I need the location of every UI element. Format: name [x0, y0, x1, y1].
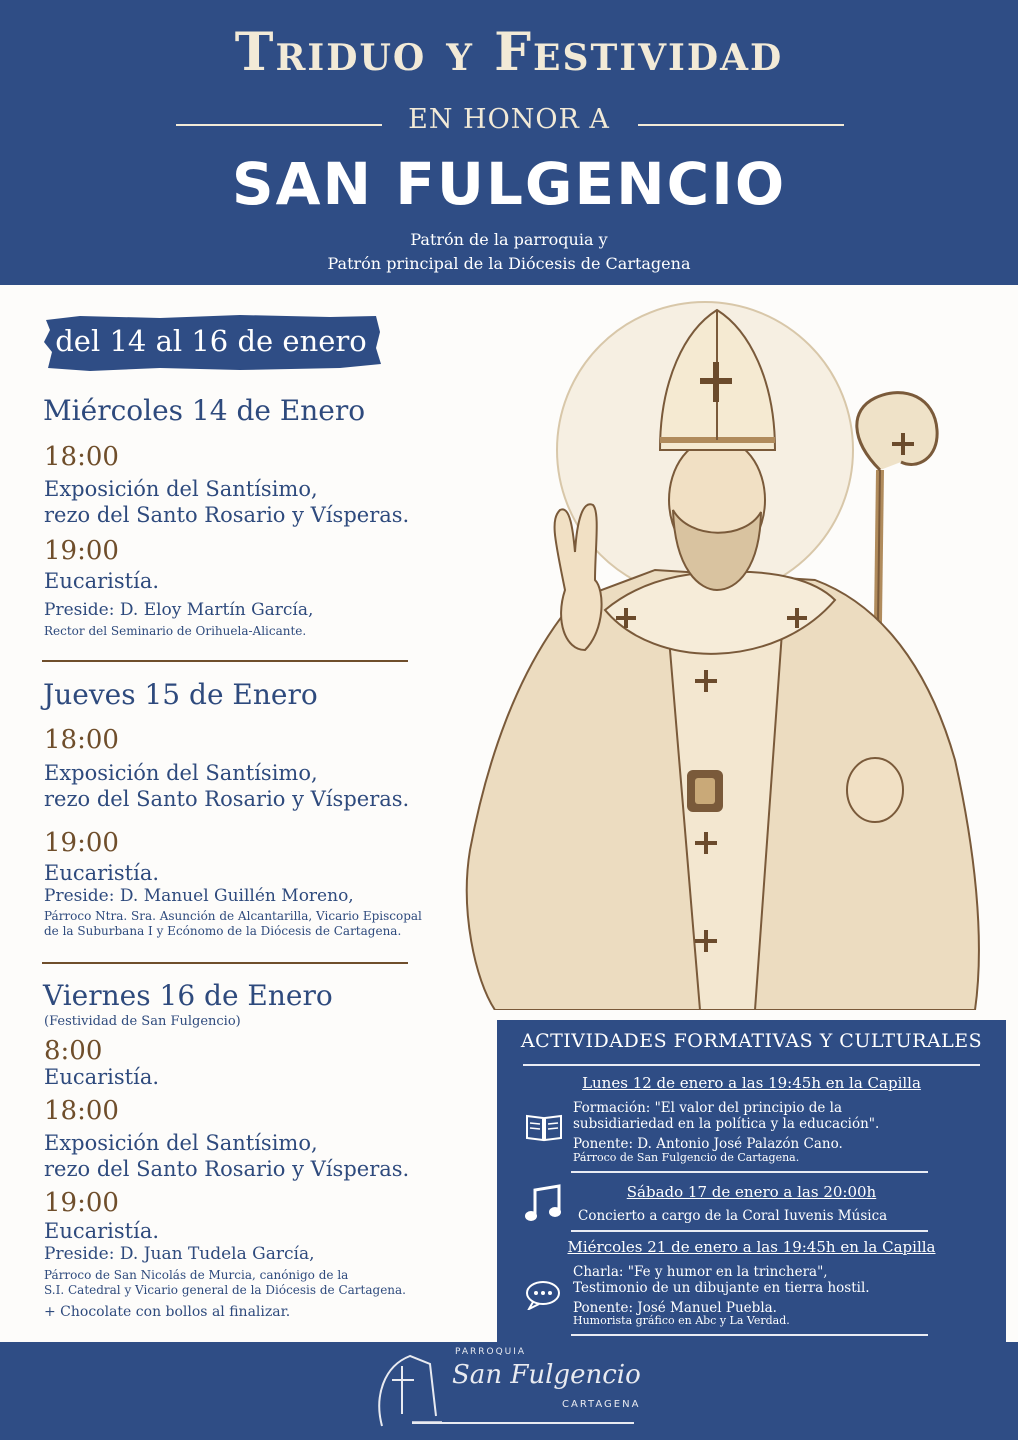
day-3-time-0: 8:00 [44, 1036, 103, 1066]
activity-2-line-1: Concierto a cargo de la Coral Iuvenis Música [578, 1208, 888, 1224]
day-2-text-1b: rezo del Santo Rosario y Vísperas. [44, 787, 410, 811]
book-icon [525, 1112, 563, 1142]
activity-1-line-1: Formación: "El valor del principio de la [573, 1100, 843, 1116]
day-3-role-2: S.I. Catedral y Vicario general de la Diócesis de Cartagena. [44, 1283, 406, 1297]
activity-divider [571, 1230, 928, 1232]
activity-3-speaker: Ponente: José Manuel Puebla. [573, 1300, 777, 1316]
day-1-text-1a: Exposición del Santísimo, [44, 477, 318, 501]
activity-2-head: Sábado 17 de enero a las 20:00h [626, 1183, 877, 1201]
activity-1-head: Lunes 12 de enero a las 19:45h en la Capilla [582, 1074, 921, 1092]
activity-3-head: Miércoles 21 de enero a las 19:45h en la Capilla [567, 1238, 936, 1256]
day-3-extra: + Chocolate con bollos al finalizar. [44, 1304, 291, 1320]
day-2-title: Jueves 15 de Enero [43, 678, 318, 711]
activity-divider [571, 1171, 928, 1173]
chat-icon [525, 1280, 561, 1310]
activities-title: ACTIVIDADES FORMATIVAS Y CULTURALES [520, 1030, 983, 1052]
day-3-text-0: Eucaristía. [44, 1065, 160, 1089]
logo-parroquia: PARROQUIA [455, 1347, 527, 1357]
day-3-time-1: 18:00 [44, 1096, 119, 1126]
activity-3-line-1: Charla: "Fe y humor en la trinchera", [573, 1264, 828, 1280]
logo-name: San Fulgencio [452, 1360, 641, 1390]
day-1-preside: Preside: D. Eloy Martín García, [44, 600, 314, 620]
activity-3-speaker-role: Humorista gráfico en Abc y La Verdad. [573, 1314, 790, 1327]
day-3-text-1a: Exposición del Santísimo, [44, 1131, 318, 1155]
date-range-text: del 14 al 16 de enero [55, 324, 367, 358]
day-1-title: Miércoles 14 de Enero [43, 394, 366, 427]
patron-line-1: Patrón de la parroquia y [410, 230, 608, 249]
day-3-note: (Festividad de San Fulgencio) [44, 1014, 241, 1029]
logo-city: CARTAGENA [562, 1399, 641, 1410]
logo-underline [412, 1422, 634, 1424]
day-2-time-1: 18:00 [44, 725, 119, 755]
day-1-time-2: 19:00 [44, 536, 119, 566]
header-banner [0, 0, 1018, 285]
music-note-icon [523, 1184, 563, 1224]
saint-illustration [455, 290, 1018, 1010]
day-3-preside: Preside: D. Juan Tudela García, [44, 1244, 315, 1264]
honor-subtitle: EN HONOR A [408, 104, 610, 135]
day-divider [42, 962, 408, 964]
day-divider [42, 660, 408, 662]
day-1-time-1: 18:00 [44, 442, 119, 472]
day-3-text-2: Eucaristía. [44, 1219, 160, 1243]
day-2-time-2: 19:00 [44, 828, 119, 858]
patron-line-2: Patrón principal de la Diócesis de Cartagena [327, 254, 691, 273]
day-3-title: Viernes 16 de Enero [43, 979, 333, 1012]
day-3-time-2: 19:00 [44, 1188, 119, 1218]
event-title: Triduo y Festividad [234, 22, 784, 83]
day-3-text-1b: rezo del Santo Rosario y Vísperas. [44, 1157, 410, 1181]
day-2-text-1a: Exposición del Santísimo, [44, 761, 318, 785]
day-1-text-1b: rezo del Santo Rosario y Vísperas. [44, 503, 410, 527]
date-range-badge [40, 312, 382, 374]
activity-divider [571, 1334, 928, 1336]
activity-1-line-2: subsidiariedad en la política y la educación". [573, 1116, 880, 1132]
saint-name: SAN FULGENCIO [231, 150, 787, 218]
activities-title-divider [523, 1064, 980, 1066]
activity-3-line-2: Testimonio de un dibujante en tierra hostil. [573, 1280, 870, 1296]
activity-1-speaker: Ponente: D. Antonio José Palazón Cano. [573, 1136, 843, 1152]
activities-panel [497, 1020, 1006, 1342]
divider-right [638, 124, 844, 126]
day-2-role-2: de la Suburbana I y Ecónomo de la Diócesis de Cartagena. [44, 924, 402, 938]
day-1-role: Rector del Seminario de Orihuela-Alicante. [44, 624, 307, 638]
day-2-role-1: Párroco Ntra. Sra. Asunción de Alcantarilla, Vicario Episcopal [44, 909, 422, 923]
day-1-text-2: Eucaristía. [44, 569, 160, 593]
activity-1-speaker-role: Párroco de San Fulgencio de Cartagena. [573, 1151, 800, 1164]
day-2-preside: Preside: D. Manuel Guillén Moreno, [44, 886, 354, 906]
footer-banner [0, 1342, 1018, 1440]
day-2-text-2: Eucaristía. [44, 861, 160, 885]
day-3-role-1: Párroco de San Nicolás de Murcia, canónigo de la [44, 1268, 349, 1282]
